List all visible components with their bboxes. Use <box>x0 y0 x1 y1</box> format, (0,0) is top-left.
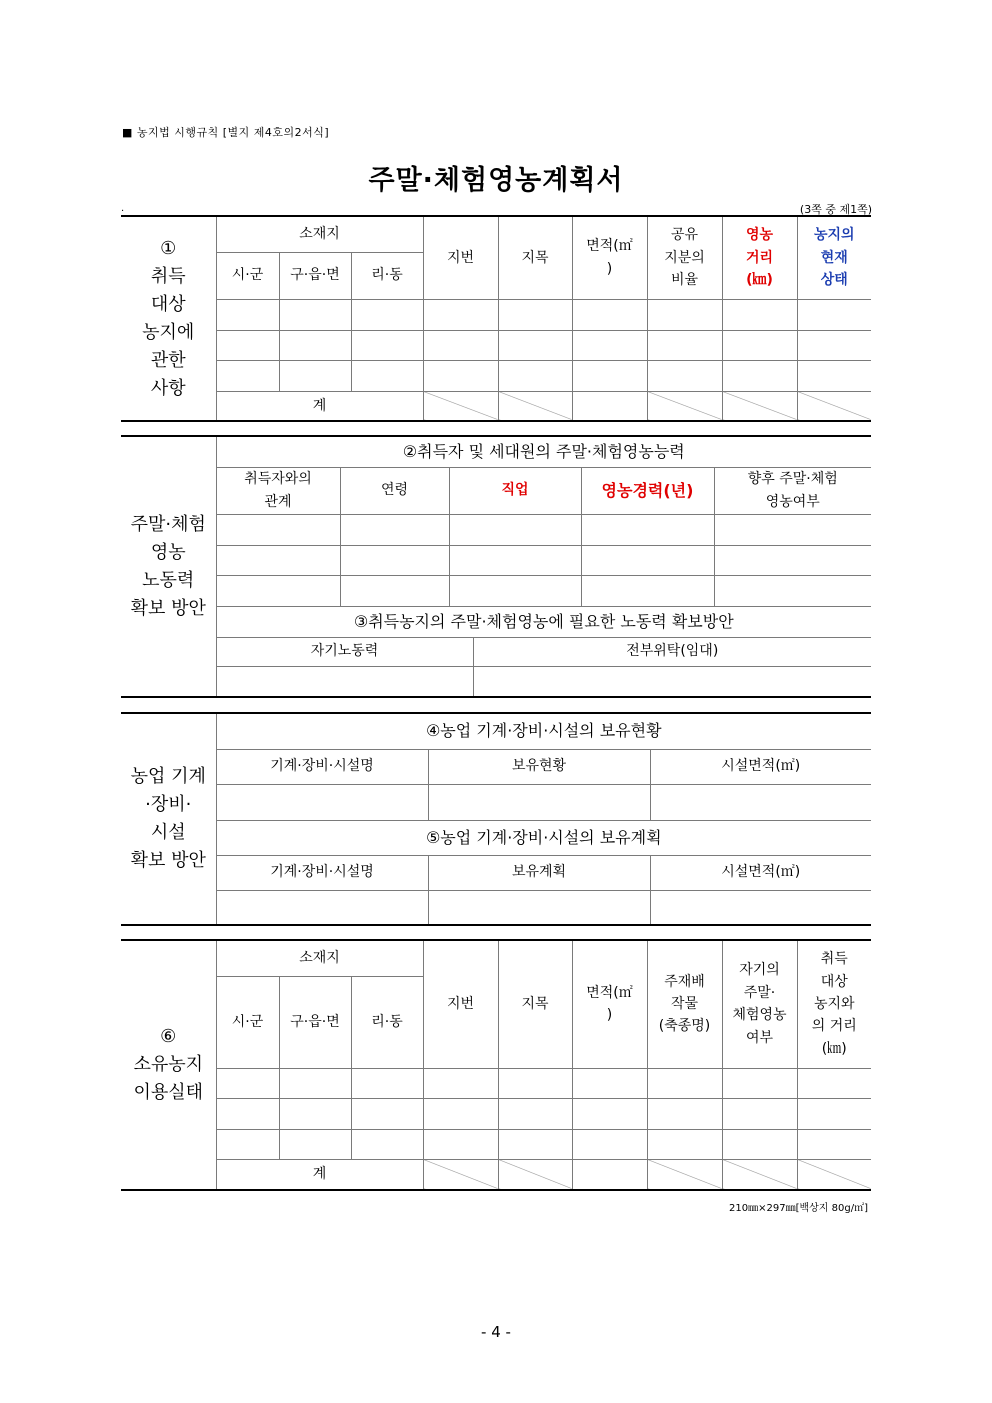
facility-area-header: 시설면적(㎡) <box>650 749 871 784</box>
area-total-cell[interactable] <box>572 1159 647 1190</box>
input-cell[interactable] <box>351 1129 423 1159</box>
input-cell[interactable] <box>647 1129 722 1159</box>
facility-area-header: 시설면적(㎡) <box>650 855 871 890</box>
input-cell[interactable] <box>216 299 279 330</box>
legal-reference: ■ 농지법 시행규칙 [별지 제4호의2서식] <box>122 126 330 139</box>
input-cell[interactable] <box>498 1068 572 1098</box>
page-number: - 4 - <box>481 1323 511 1341</box>
input-cell[interactable] <box>279 360 351 391</box>
input-cell[interactable] <box>498 1129 572 1159</box>
input-cell[interactable] <box>428 784 650 820</box>
farm-distance-header: 영농 거리 (㎞) <box>722 216 797 299</box>
page-indicator: (3쪽 중 제1쪽) <box>799 203 872 216</box>
input-cell[interactable] <box>216 890 428 925</box>
input-cell[interactable] <box>216 514 340 545</box>
full-consignment-input[interactable] <box>473 666 871 697</box>
diagonal-cell <box>423 1159 498 1190</box>
document-title: 주말·체험영농계획서 <box>368 165 624 196</box>
total-label: 계 <box>216 391 423 421</box>
input-cell[interactable] <box>216 1068 279 1098</box>
full-consignment-header: 전부위탁(임대) <box>473 637 871 666</box>
input-cell[interactable] <box>216 575 340 606</box>
location-header: 소재지 <box>216 940 423 976</box>
shared-ratio-header: 공유 지분의 비율 <box>647 216 722 299</box>
input-cell[interactable] <box>340 575 449 606</box>
diagonal-cell <box>498 391 572 421</box>
input-cell[interactable] <box>581 575 714 606</box>
input-cell[interactable] <box>428 890 650 925</box>
input-cell[interactable] <box>351 330 423 360</box>
input-cell[interactable] <box>423 330 498 360</box>
farming-career-header: 영농경력(년) <box>581 467 714 514</box>
input-cell[interactable] <box>279 299 351 330</box>
total-label: 계 <box>216 1159 423 1190</box>
input-cell[interactable] <box>797 1129 871 1159</box>
input-cell[interactable] <box>423 299 498 330</box>
heading-equipment-status: ④농업 기계·장비·시설의 보유현황 <box>216 713 871 749</box>
input-cell[interactable] <box>340 545 449 575</box>
section3-label: 농업 기계 ·장비· 시설 확보 방안 <box>121 713 216 925</box>
diagonal-cell <box>498 1159 572 1190</box>
input-cell[interactable] <box>449 545 581 575</box>
input-cell[interactable] <box>216 1098 279 1129</box>
input-cell[interactable] <box>581 514 714 545</box>
input-cell[interactable] <box>572 1098 647 1129</box>
input-cell[interactable] <box>722 330 797 360</box>
input-cell[interactable] <box>572 299 647 330</box>
input-cell[interactable] <box>797 1068 871 1098</box>
owned-farmland-table <box>121 939 871 1191</box>
area-header: 면적(㎡ ) <box>572 216 647 299</box>
input-cell[interactable] <box>279 330 351 360</box>
self-farming-header: 자기의 주말· 체험영농 여부 <box>722 940 797 1068</box>
input-cell[interactable] <box>797 360 871 391</box>
input-cell[interactable] <box>647 330 722 360</box>
location-header: 소재지 <box>216 216 423 252</box>
input-cell[interactable] <box>279 1068 351 1098</box>
labor-plan-table <box>121 435 871 698</box>
input-cell[interactable] <box>498 299 572 330</box>
si-gun-header: 시·군 <box>216 976 279 1068</box>
self-labor-header: 자기노동력 <box>216 637 473 666</box>
relationship-header: 취득자와의 관계 <box>216 467 340 514</box>
input-cell[interactable] <box>650 890 871 925</box>
area-total-cell[interactable] <box>572 391 647 421</box>
input-cell[interactable] <box>722 1129 797 1159</box>
heading-equipment-plan: ⑤농업 기계·장비·시설의 보유계획 <box>216 820 871 855</box>
input-cell[interactable] <box>351 1068 423 1098</box>
section1-label: ① 취득 대상 농지에 관한 사항 <box>121 216 216 421</box>
input-cell[interactable] <box>498 1098 572 1129</box>
ri-dong-header: 리·동 <box>351 252 423 299</box>
input-cell[interactable] <box>714 545 871 575</box>
input-cell[interactable] <box>647 360 722 391</box>
holding-status-header: 보유현황 <box>428 749 650 784</box>
input-cell[interactable] <box>714 514 871 545</box>
si-gun-header: 시·군 <box>216 252 279 299</box>
heading-labor-plan: ③취득농지의 주말·체험영농에 필요한 노동력 확보방안 <box>216 606 871 637</box>
equipment-name-header: 기계·장비·시설명 <box>216 749 428 784</box>
input-cell[interactable] <box>351 1098 423 1129</box>
input-cell[interactable] <box>797 1098 871 1129</box>
self-labor-input[interactable] <box>216 666 473 697</box>
ri-dong-header: 리·동 <box>351 976 423 1068</box>
distance-header: 취득 대상 농지와 의 거리 (㎞) <box>797 940 871 1068</box>
input-cell[interactable] <box>216 784 428 820</box>
input-cell[interactable] <box>498 330 572 360</box>
occupation-header: 직업 <box>449 467 581 514</box>
target-farmland-table <box>121 215 871 422</box>
input-cell[interactable] <box>279 1129 351 1159</box>
input-cell[interactable] <box>340 514 449 545</box>
input-cell[interactable] <box>449 514 581 545</box>
input-cell[interactable] <box>216 360 279 391</box>
input-cell[interactable] <box>572 330 647 360</box>
diagonal-cell <box>797 391 871 421</box>
input-cell[interactable] <box>722 1098 797 1129</box>
input-cell[interactable] <box>498 360 572 391</box>
age-header: 연령 <box>340 467 449 514</box>
input-cell[interactable] <box>797 330 871 360</box>
input-cell[interactable] <box>722 360 797 391</box>
future-farming-header: 향후 주말·체험 영농여부 <box>714 467 871 514</box>
input-cell[interactable] <box>351 299 423 330</box>
input-cell[interactable] <box>714 575 871 606</box>
input-cell[interactable] <box>351 360 423 391</box>
input-cell[interactable] <box>650 784 871 820</box>
section4-label: ⑥ 소유농지 이용실태 <box>121 940 216 1190</box>
diagonal-cell <box>722 391 797 421</box>
current-state-header: 농지의 현재 상태 <box>797 216 871 299</box>
land-category-header: 지목 <box>498 940 572 1068</box>
input-cell[interactable] <box>572 1129 647 1159</box>
equipment-table <box>121 712 871 926</box>
input-cell[interactable] <box>572 360 647 391</box>
input-cell[interactable] <box>423 1068 498 1098</box>
input-cell[interactable] <box>797 299 871 330</box>
input-cell[interactable] <box>423 1098 498 1129</box>
land-category-header: 지목 <box>498 216 572 299</box>
heading-labor-ability: ②취득자 및 세대원의 주말·체험영농능력 <box>216 436 871 467</box>
input-cell[interactable] <box>581 545 714 575</box>
input-cell[interactable] <box>423 360 498 391</box>
input-cell[interactable] <box>647 299 722 330</box>
input-cell[interactable] <box>423 1129 498 1159</box>
input-cell[interactable] <box>722 299 797 330</box>
input-cell[interactable] <box>647 1098 722 1129</box>
stray-dot: . <box>121 203 125 214</box>
input-cell[interactable] <box>722 1068 797 1098</box>
diagonal-cell <box>797 1159 871 1190</box>
diagonal-cell <box>647 391 722 421</box>
input-cell[interactable] <box>216 1129 279 1159</box>
diagonal-cell <box>647 1159 722 1190</box>
input-cell[interactable] <box>216 330 279 360</box>
main-crop-header: 주재배 작물 (축종명) <box>647 940 722 1068</box>
gu-eup-myeon-header: 구·읍·면 <box>279 252 351 299</box>
gu-eup-myeon-header: 구·읍·면 <box>279 976 351 1068</box>
area-header: 면적(㎡ ) <box>572 940 647 1068</box>
holding-plan-header: 보유계획 <box>428 855 650 890</box>
input-cell[interactable] <box>647 1068 722 1098</box>
input-cell[interactable] <box>449 575 581 606</box>
diagonal-cell <box>722 1159 797 1190</box>
input-cell[interactable] <box>216 545 340 575</box>
diagonal-cell <box>423 391 498 421</box>
lot-number-header: 지번 <box>423 216 498 299</box>
input-cell[interactable] <box>279 1098 351 1129</box>
equipment-name-header: 기계·장비·시설명 <box>216 855 428 890</box>
paper-spec: 210㎜×297㎜[백상지 80g/㎡] <box>729 1203 868 1214</box>
section2-label: 주말·체험 영농 노동력 확보 방안 <box>121 436 216 697</box>
lot-number-header: 지번 <box>423 940 498 1068</box>
input-cell[interactable] <box>572 1068 647 1098</box>
